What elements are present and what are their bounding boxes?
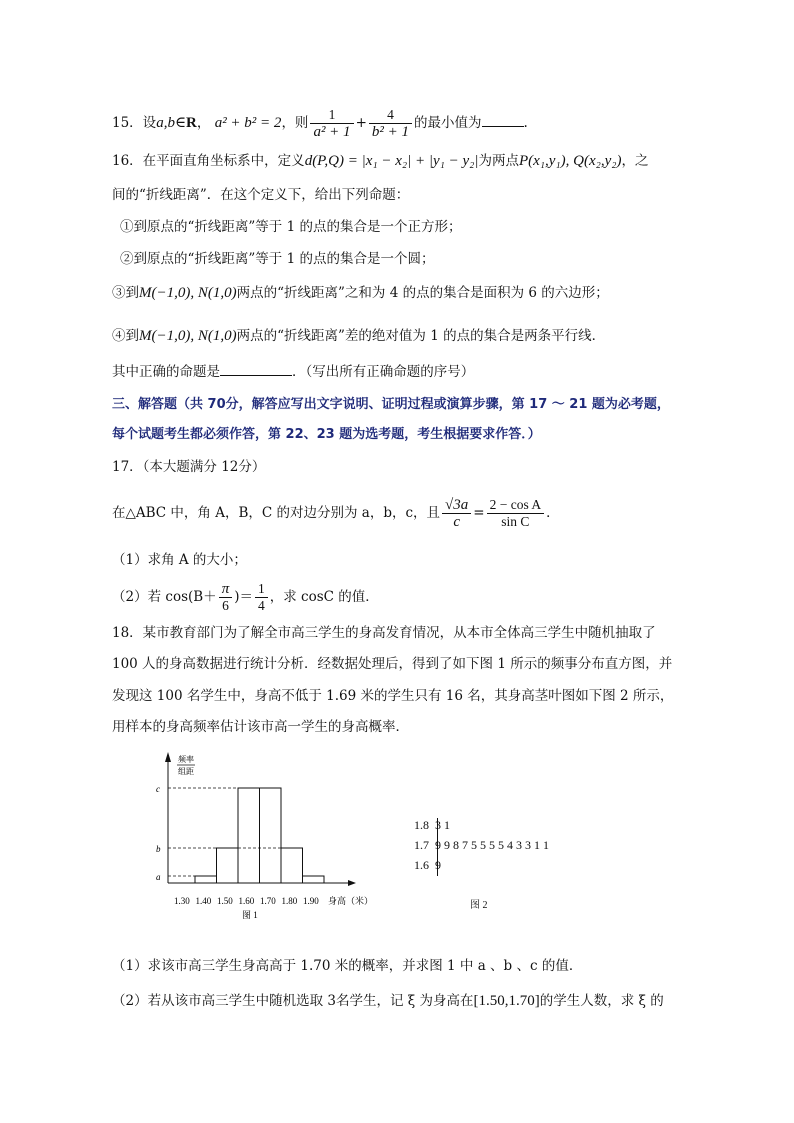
q15-f2-denominator: b² + 1 [371, 124, 409, 140]
q18-line-1: 18．某市教育部门为了解全市高三学生的身高发育情况，从本市全体高三学生中随机抽取了 [112, 625, 656, 641]
q17-stem [112, 497, 560, 530]
stem-row-3 [414, 858, 441, 873]
q16-definition: d(P,Q) = |x₁ − x₂| + |y₁ − y₂| [304, 153, 479, 169]
q15-f1-numerator: 1 [310, 107, 353, 124]
histogram-tick-label: 1.60 [238, 896, 255, 906]
q15-end: . [523, 115, 528, 131]
histogram-tick-label: 1.70 [260, 896, 276, 906]
q16-p3-prefix: ③到 [112, 285, 139, 301]
histogram-bar [195, 876, 217, 883]
histogram-figure-1 [150, 748, 390, 928]
q17-equals: = [473, 505, 485, 521]
q17-pi-den: 6 [222, 598, 229, 613]
histogram-bar [217, 848, 239, 883]
q15-fraction-2 [369, 107, 412, 140]
q17-s2-suffix: ，求 cosC 的值． [269, 589, 379, 605]
stem-value: 1.8 [414, 818, 429, 832]
q17-fraction-2 [487, 497, 545, 530]
q15-then: ，则 [281, 115, 309, 131]
histogram-level-c: c [156, 784, 160, 794]
q16-p3-text: 两点的“折线距离”之和为 4 的点的集合是面积为 6 的六边形； [236, 285, 609, 301]
histogram-tick-label: 1.30 [174, 896, 190, 906]
stem-value: 1.7 [414, 838, 429, 852]
q16-line-2: 间的“折线距离”．在这个定义下，给出下列命题： [112, 187, 410, 203]
stem-row-1 [414, 818, 450, 833]
q16-answer-suffix: ．（写出所有正确命题的序号） [292, 364, 475, 380]
q17-f2-numerator: 2 − cos A [487, 497, 545, 514]
histogram-bar [303, 876, 325, 883]
q17-val-den: 4 [257, 598, 265, 613]
histogram-tick-label: 1.50 [217, 896, 233, 906]
histogram-caption: 图 1 [242, 910, 258, 920]
histogram-bar [238, 788, 260, 883]
q17-sub-2 [112, 581, 379, 614]
leaf-values: 3 1 [435, 818, 450, 832]
q15-tail: 的最小值为 [414, 115, 482, 131]
q17-sub-1: （1）求角 A 的大小； [112, 552, 247, 568]
section-3-heading-1: 三、解答题（共 70分，解答应写出文字说明、证明过程或演算步骤，第 17 ～ 21 题为必考题， [112, 397, 670, 412]
q16-between: 为两点 [478, 153, 519, 169]
q16-comma: ，之 [621, 153, 649, 169]
q16-p4-prefix: ④到 [112, 328, 139, 344]
q17-f2-denominator: sin C [501, 514, 530, 529]
q16-answer-blank [220, 361, 292, 376]
q16-prop-2: ②到原点的“折线距离”等于 1 的点的集合是一个圆； [120, 251, 435, 267]
q17-stem-end: ． [546, 505, 560, 521]
q15-real-set: R [186, 115, 197, 131]
q16-p3-points: M(−1,0), N(1,0) [139, 285, 237, 301]
histogram-x-ticks [174, 896, 319, 906]
leaf-values: 9 [435, 858, 441, 872]
histogram-bar [281, 848, 303, 883]
q16-intro: 16．在平面直角坐标系中，定义 [112, 153, 305, 169]
q17-f1-denominator: c [453, 514, 460, 530]
stem-leaf-caption: 图 2 [470, 900, 488, 911]
q17-pi-fraction [219, 581, 233, 614]
q18-interval: [1.50,1.70] [473, 993, 540, 1009]
q15-f1-denominator: a² + 1 [313, 124, 351, 140]
histogram-xlabel: 身高（米） [328, 896, 374, 906]
q18-sub-1: （1）求该市高三学生身高高于 1.70 米的概率，并求图 1 中 a 、b 、c 的值． [112, 958, 583, 974]
q17-val-num: 1 [255, 581, 268, 598]
histogram-y-arrow [165, 752, 171, 762]
q16-line-1 [112, 151, 648, 171]
stem-value: 1.6 [414, 858, 429, 872]
q18-line-4: 用样本的身高频率估计该市高一学生的身高概率． [112, 719, 409, 735]
histogram-ylabel-bottom: 组距 [178, 767, 194, 776]
histogram-bars [195, 788, 324, 883]
q15-answer-blank [482, 112, 524, 127]
q15-condition: a² + b² = 2 [214, 115, 282, 131]
histogram-y-levels [156, 784, 161, 882]
q18-s2-suffix: 的学生人数，求 ξ 的 [539, 993, 664, 1009]
stem-row-2 [414, 838, 549, 853]
q16-p4-text: 两点的“折线距离”差的绝对值为 1 的点的集合是两条平行线． [236, 328, 606, 344]
q16-p4-points: M(−1,0), N(1,0) [139, 328, 237, 344]
q16-prop-3 [112, 283, 609, 303]
q15-number: 15．设 [112, 115, 157, 131]
q18-line-3: 发现这 100 名学生中，身高不低于 1.69 米的学生只有 16 名，其身高茎叶图如下图 2 所示， [112, 688, 674, 704]
histogram-x-arrow [348, 880, 356, 886]
histogram-tick-label: 1.80 [281, 896, 298, 906]
q17-s2-prefix: （2）若 cos(B＋ [112, 589, 217, 605]
q15-fraction-1 [310, 107, 353, 140]
histogram-bar [260, 788, 282, 883]
q16-answer-line [112, 361, 474, 382]
q18-s2-prefix: （2）若从该市高三学生中随机选取 3名学生，记 ξ 为身高在 [112, 993, 474, 1009]
q16-answer-prefix: 其中正确的命题是 [112, 364, 220, 380]
q17-s2-mid: )＝ [234, 589, 253, 605]
q18-sub-2 [112, 991, 664, 1011]
q17-heading: 17．（本大题满分 12分） [112, 459, 266, 475]
q16-prop-4 [112, 326, 605, 346]
q18-line-2: 100 人的身高数据进行统计分析．经数据处理后，得到了如下图 1 所示的频事分布直方图，并 [112, 656, 673, 672]
histogram-ylabel-top: 频率 [178, 755, 194, 764]
histogram-level-a: a [156, 872, 161, 882]
q16-points: P(x₁,y₁), Q(x₂,y₂) [518, 153, 622, 169]
section-3-heading-2: 每个试题考生都必须作答，第 22、23 题为选考题，考生根据要求作答．） [112, 427, 541, 442]
q17-pi-num: π [219, 581, 233, 598]
histogram-tick-label: 1.90 [303, 896, 319, 906]
stem-leaf-figure-2 [414, 818, 614, 918]
q17-value-fraction [255, 581, 268, 614]
histogram-tick-label: 1.40 [195, 896, 212, 906]
q17-stem-text: 在△ABC 中，角 A，B，C 的对边分别为 a，b，c，且 [112, 505, 441, 521]
q17-fraction-1 [442, 497, 471, 530]
q15-f2-numerator: 4 [369, 107, 412, 124]
q17-f1-numerator: √3a [442, 497, 471, 514]
q15-vars: a,b∈ [156, 115, 187, 131]
leaf-values: 9 9 8 7 5 5 5 5 4 3 3 1 1 [435, 838, 549, 852]
q16-prop-1: ①到原点的“折线距离”等于 1 的点的集合是一个正方形； [120, 219, 462, 235]
histogram-level-b: b [156, 844, 161, 854]
q15-line: 15．设a,b∈R， a² + b² = 2，则 $\frac{1}{\text{a² + 1}}$ + $\frac{4}{\text{b² + 1}}$ 的最小值为 . [112, 107, 528, 140]
